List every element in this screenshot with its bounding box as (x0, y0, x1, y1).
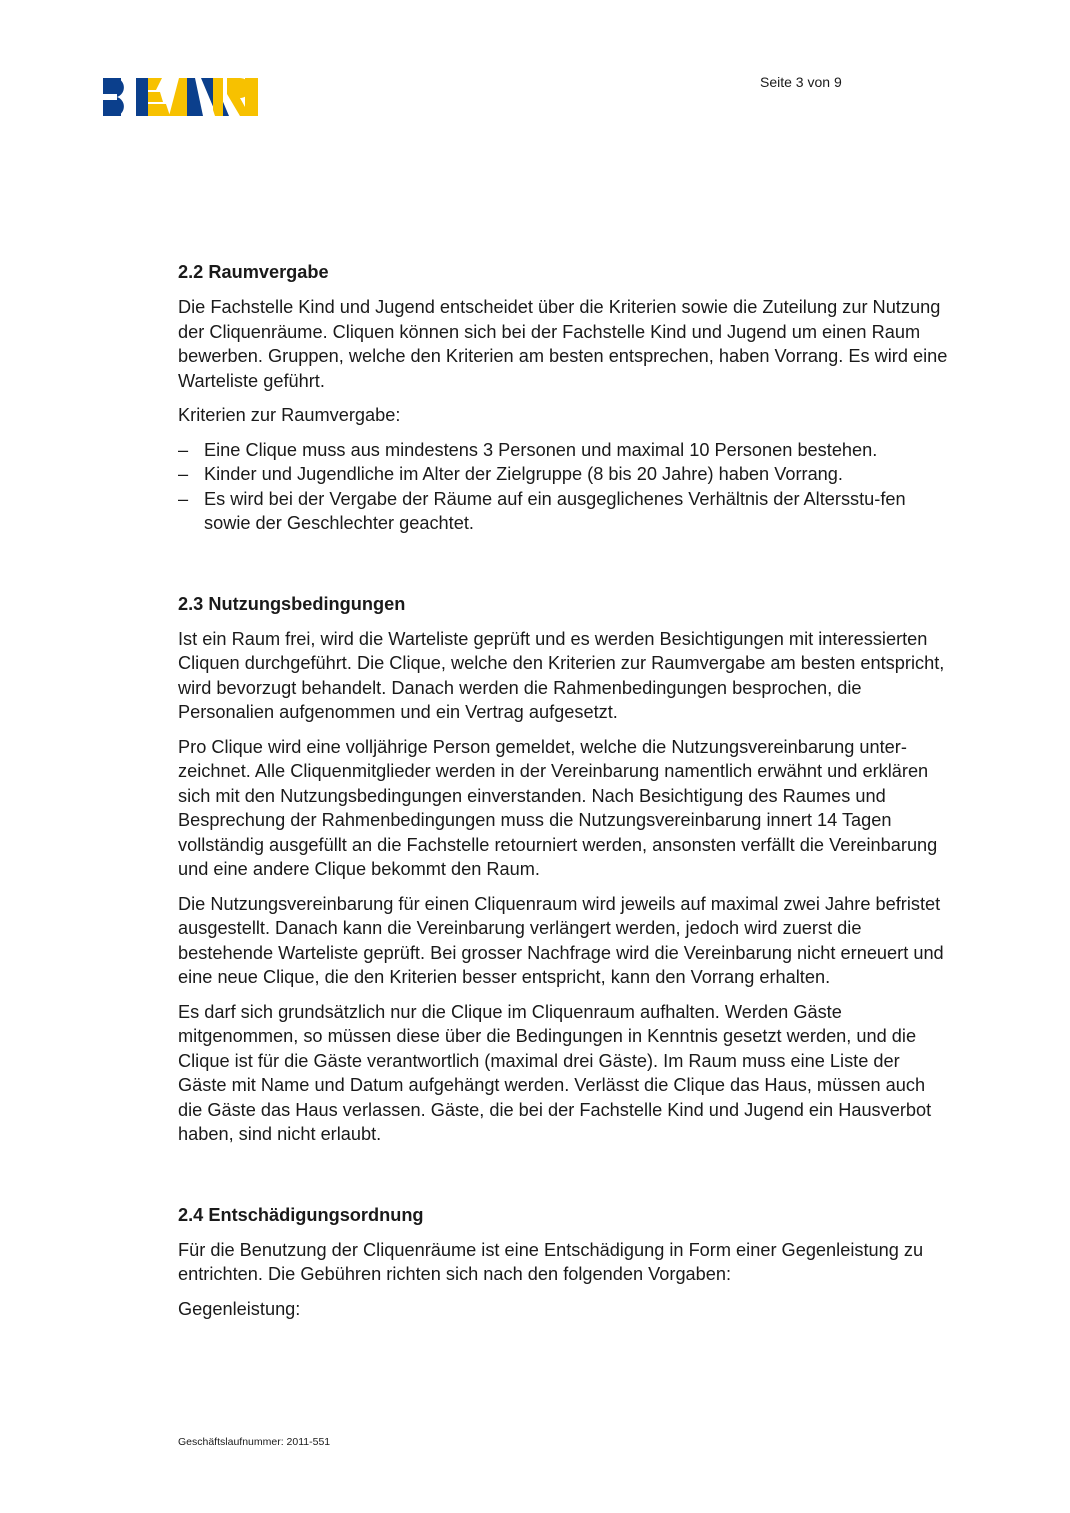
section-heading: 2.2 Raumvergabe (178, 262, 329, 282)
paragraph: Kriterien zur Raumvergabe: (178, 405, 401, 425)
paragraph: Es darf sich grundsätzlich nur die Clique im Cliquenraum aufhalten. Werden Gäste mitgenommen, so müssen diese über die Bedingungen in Kenntnis gesetzt werden, und die Clique ist für die Gäste verantwortlich (maximal drei Gäste). Im Raum muss eine Liste der Gäste mit Name und Datum aufgehängt werden. Verlässt die Clique das Haus, müssen auch die Gäste das Haus verlassen. Gäste, die bei der Fachstelle Kind und Jugend ein Hausverbot haben, sind nicht erlaubt. (178, 1001, 932, 1144)
page-number: Seite 3 von 9 (760, 74, 842, 90)
paragraph: Gegenleistung: (178, 1298, 301, 1319)
list-item: – Eine Clique muss aus mindestens 3 Personen und maximal 10 Personen bestehen. (178, 439, 878, 460)
paragraph: Pro Clique wird eine volljährige Person gemeldet, welche die Nutzungsvereinbarung unter-zeichnet. Alle Cliquenmitglieder werden in der Vereinbarung namentlich erwähnt und erklären sich mit den Nutzungsbedingungen einverstanden. Nach Besichtigung des Raumes und Besprechung der Rahmenbedingungen muss die Nutzungsvereinbarung innert 14 Tagen vollständig ausgefüllt an die Fachstelle retourniert werden, ansonsten verfällt die Vereinbarung und eine andere Clique bekommt den Raum. (178, 736, 938, 879)
paragraph: Für die Benutzung der Cliquenräume ist eine Entschädigung in Form einer Gegenleistung zu entrichten. Die Gebühren richten sich nach den folgenden Vorgaben: (178, 1239, 924, 1284)
bern-logo (103, 78, 258, 116)
footer-reference: Geschäftslaufnummer: 2011-551 (178, 1436, 331, 1448)
document-body (178, 260, 948, 1331)
criteria-list (178, 438, 948, 536)
section-heading: 2.3 Nutzungsbedingungen (178, 593, 406, 614)
section-heading: 2.4 Entschädigungsordnung (178, 1204, 424, 1225)
paragraph: Die Nutzungsvereinbarung für einen Cliquenraum wird jeweils auf maximal zwei Jahre befristet ausgestellt. Danach kann die Vereinbarung verlängert werden, jedoch wird zuerst die bestehende Warteliste geprüft. Bei grosser Nachfrage wird die Vereinbarung nicht erneuert und eine neue Clique, die den Kriterien besser entspricht, kann den Vorrang erhalten. (178, 893, 944, 987)
list-item: – Kinder und Jugendliche im Alter der Zielgruppe (8 bis 20 Jahre) haben Vorrang. (178, 464, 843, 484)
list-item: – Es wird bei der Vergabe der Räume auf ein ausgeglichenes Verhältnis der Altersstu-fen sowie der Geschlechter geachtet. (178, 488, 906, 533)
paragraph: Die Fachstelle Kind und Jugend entscheidet über die Kriterien sowie die Zuteilung zur Nutzung der Cliquenräume. Cliquen können sich bei der Fachstelle Kind und Jugend um einen Raum bewerben. Gruppen, welche den Kriterien am besten entsprechen, haben Vorrang. Es wird eine Warteliste geführt. (178, 297, 948, 391)
paragraph: Ist ein Raum frei, wird die Warteliste geprüft und es werden Besichtigungen mit interessierten Cliquen durchgeführt. Die Clique, welche den Kriterien zur Raumvergabe am besten entspricht, wird bevorzugt behandelt. Danach werden die Rahmenbedingungen besprochen, die Personalien aufgenommen und ein Vertrag aufgesetzt. (178, 628, 945, 722)
